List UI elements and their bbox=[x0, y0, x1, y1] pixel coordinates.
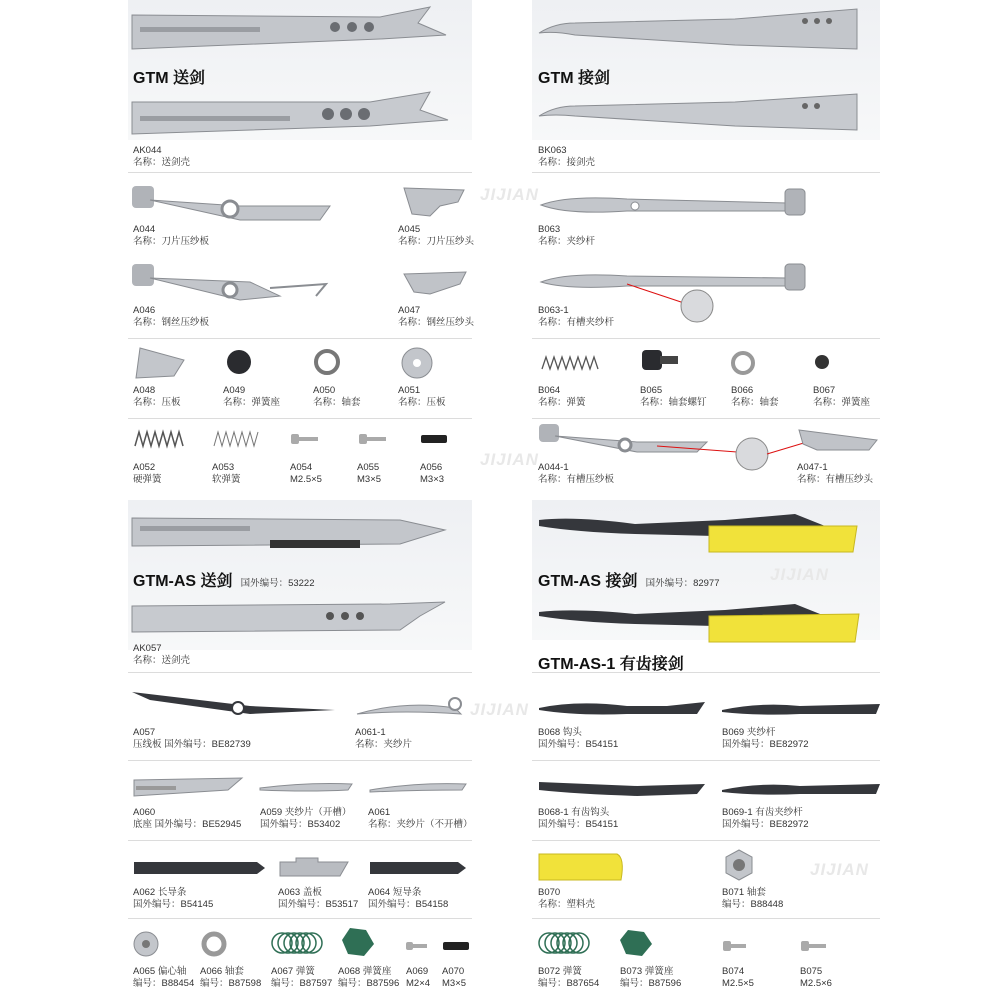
watermark: JIJIAN bbox=[810, 860, 869, 879]
part-desc: 国外编号：BE82972 bbox=[722, 739, 809, 750]
part-code: B063-1 bbox=[538, 305, 569, 316]
part-a067-image bbox=[270, 930, 328, 956]
part-desc: M3×3 bbox=[420, 474, 445, 485]
section-title-gtm-as-1: GTM-AS-1 有齿接剑 bbox=[538, 656, 684, 673]
watermark: JIJIAN bbox=[480, 185, 539, 204]
part-code: BK063 bbox=[538, 145, 567, 156]
part-a065-image bbox=[132, 930, 160, 958]
part-a070-image bbox=[442, 940, 470, 952]
divider bbox=[532, 918, 880, 919]
part-a059-image bbox=[258, 780, 354, 796]
title-sub: 国外编号：82977 bbox=[645, 578, 720, 589]
part-a050-image bbox=[313, 348, 341, 376]
part-code: A052 bbox=[133, 462, 156, 473]
part-code: A047 bbox=[398, 305, 421, 316]
part-desc: 名称：刀片压纱板 bbox=[133, 236, 210, 247]
part-code: B067 bbox=[813, 385, 836, 396]
part-desc: 名称：夹纱杆 bbox=[538, 236, 596, 247]
part-code: A048 bbox=[133, 385, 156, 396]
watermark: JIJIAN bbox=[480, 450, 539, 469]
part-b067-image bbox=[812, 352, 832, 372]
part-desc: 底座 国外编号：BE52945 bbox=[133, 819, 242, 830]
part-code: B072 弹簧 bbox=[538, 966, 582, 977]
part-code: B065 bbox=[640, 385, 663, 396]
part-desc: 国外编号：B54158 bbox=[368, 899, 449, 910]
part-a049-image bbox=[225, 348, 253, 378]
title-text: GTM-AS 接剑 bbox=[538, 573, 638, 590]
part-code: A062 长导条 bbox=[133, 887, 187, 898]
divider bbox=[532, 172, 880, 173]
part-code: A044 bbox=[133, 224, 156, 235]
part-code: A053 bbox=[212, 462, 235, 473]
part-desc: 国外编号：BE82972 bbox=[722, 819, 809, 830]
part-code: A070 bbox=[442, 966, 465, 977]
part-code: A050 bbox=[313, 385, 336, 396]
divider bbox=[128, 172, 472, 173]
part-b072-image bbox=[537, 930, 595, 956]
part-code: A065 偏心轴 bbox=[133, 966, 187, 977]
part-code: A044-1 bbox=[538, 462, 569, 473]
divider bbox=[128, 760, 472, 761]
part-code: B063 bbox=[538, 224, 561, 235]
section-title-gtm-send: GTM 送剑 bbox=[133, 70, 205, 87]
section-title-gtm-receive: GTM 接剑 bbox=[538, 70, 610, 87]
part-code: A054 bbox=[290, 462, 313, 473]
part-desc: 国外编号：B53402 bbox=[260, 819, 341, 830]
part-code: A066 轴套 bbox=[200, 966, 244, 977]
divider bbox=[532, 760, 880, 761]
part-code: A051 bbox=[398, 385, 421, 396]
part-a068-image bbox=[340, 926, 376, 958]
divider bbox=[128, 338, 472, 339]
part-a046-image bbox=[130, 262, 330, 302]
part-desc: 名称：刀片压纱头 bbox=[398, 236, 475, 247]
part-desc: 国外编号：B54151 bbox=[538, 819, 619, 830]
section-title-gtm-as-send bbox=[133, 568, 314, 591]
divider bbox=[128, 418, 472, 419]
title-text: GTM-AS 送剑 bbox=[133, 573, 233, 590]
part-code: B075 bbox=[800, 966, 823, 977]
part-a045-image bbox=[400, 184, 470, 220]
divider bbox=[532, 338, 880, 339]
housing-gtm-as-receive-image bbox=[535, 506, 865, 554]
part-code: A061 bbox=[368, 807, 391, 818]
part-b074-image bbox=[722, 940, 748, 952]
part-desc: 压线板 国外编号：BE82739 bbox=[133, 739, 251, 750]
part-desc: 硬弹簧 bbox=[133, 474, 162, 485]
part-code: B070 bbox=[538, 887, 561, 898]
part-a060-image bbox=[132, 774, 244, 802]
part-code: B064 bbox=[538, 385, 561, 396]
part-a044-image bbox=[130, 182, 340, 224]
part-code: B068-1 有齿钩头 bbox=[538, 807, 610, 818]
part-code: A068 弹簧座 bbox=[338, 966, 392, 977]
part-code: B071 轴套 bbox=[722, 887, 766, 898]
housing-ak057-side-image bbox=[130, 596, 448, 640]
part-b063-1-image bbox=[537, 262, 809, 324]
part-desc: 名称：有槽夹纱杆 bbox=[538, 317, 615, 328]
part-desc: 名称：压板 bbox=[133, 397, 181, 408]
part-desc: M2.5×5 bbox=[290, 474, 322, 485]
part-a055-image bbox=[358, 432, 388, 446]
part-code: B069 夹纱杆 bbox=[722, 727, 776, 738]
part-desc: 名称：弹簧 bbox=[538, 397, 586, 408]
section-title-gtm-as-receive bbox=[538, 568, 719, 591]
part-code: A056 bbox=[420, 462, 443, 473]
part-desc: 名称：钢丝压纱头 bbox=[398, 317, 475, 328]
part-a064-image bbox=[368, 858, 468, 878]
part-desc: 编号：B87654 bbox=[538, 978, 600, 989]
part-desc: 名称：送剑壳 bbox=[133, 157, 191, 168]
part-desc: M2.5×6 bbox=[800, 978, 832, 989]
part-desc: 名称：弹簧座 bbox=[223, 397, 281, 408]
part-code: B074 bbox=[722, 966, 745, 977]
part-a057-image bbox=[130, 688, 340, 724]
part-a053-image bbox=[212, 428, 262, 450]
part-code: A069 bbox=[406, 966, 429, 977]
housing-bk063-image bbox=[535, 5, 860, 55]
part-desc: 名称：接剑壳 bbox=[538, 157, 596, 168]
divider bbox=[532, 418, 880, 419]
part-b071-image bbox=[722, 848, 756, 882]
part-desc: 国外编号：B53517 bbox=[278, 899, 359, 910]
part-code: B073 弹簧座 bbox=[620, 966, 674, 977]
housing-ak044-side-image bbox=[130, 88, 450, 140]
part-code: A064 短导条 bbox=[368, 887, 422, 898]
part-a051-image bbox=[397, 346, 437, 380]
part-desc: 名称：钢丝压纱板 bbox=[133, 317, 210, 328]
part-desc: 名称：有槽压纱头 bbox=[797, 474, 874, 485]
part-a044-1-image bbox=[537, 422, 882, 472]
part-code: A049 bbox=[223, 385, 246, 396]
part-b069-1-image bbox=[720, 778, 882, 800]
part-a061-1-image bbox=[355, 690, 465, 726]
part-code: A061-1 bbox=[355, 727, 386, 738]
part-a061-image bbox=[368, 780, 468, 796]
part-a063-image bbox=[278, 856, 350, 880]
divider bbox=[128, 840, 472, 841]
part-a062-image bbox=[132, 858, 267, 878]
part-desc: 国外编号：B54145 bbox=[133, 899, 214, 910]
part-desc: 名称：轴套螺钉 bbox=[640, 397, 707, 408]
part-a056-image bbox=[420, 433, 448, 445]
part-desc: 编号：B88454 bbox=[133, 978, 195, 989]
part-desc: 编号：B87597 bbox=[271, 978, 333, 989]
housing-ak044-image bbox=[130, 5, 450, 55]
part-code: B069-1 有齿夹纱杆 bbox=[722, 807, 803, 818]
part-desc: 名称：压板 bbox=[398, 397, 446, 408]
part-b073-image bbox=[618, 928, 654, 958]
divider bbox=[128, 918, 472, 919]
part-code: A055 bbox=[357, 462, 380, 473]
housing-ak057-image bbox=[130, 510, 448, 560]
part-code: A047-1 bbox=[797, 462, 828, 473]
part-code: B068 钩头 bbox=[538, 727, 582, 738]
part-b075-image bbox=[800, 940, 828, 952]
watermark: JIJIAN bbox=[770, 565, 829, 584]
part-code: A045 bbox=[398, 224, 421, 235]
part-code: A059 夹纱片（开槽） bbox=[260, 807, 352, 818]
part-code: AK044 bbox=[133, 145, 162, 156]
part-desc: M3×5 bbox=[357, 474, 382, 485]
part-desc: 国外编号：B54151 bbox=[538, 739, 619, 750]
part-desc: M2.5×5 bbox=[722, 978, 754, 989]
part-code: A046 bbox=[133, 305, 156, 316]
watermark: JIJIAN bbox=[470, 700, 529, 719]
part-desc: 编号：B87596 bbox=[338, 978, 400, 989]
part-b064-image bbox=[540, 354, 602, 372]
title-sub: 国外编号：53222 bbox=[240, 578, 315, 589]
part-desc: 名称：夹纱片 bbox=[355, 739, 413, 750]
part-b070-image bbox=[537, 850, 627, 884]
part-b065-image bbox=[640, 346, 680, 380]
part-a054-image bbox=[290, 432, 320, 446]
housing-gtm-as-receive-side-image bbox=[535, 598, 865, 646]
part-desc: 名称：弹簧座 bbox=[813, 397, 871, 408]
part-a052-image bbox=[133, 428, 185, 450]
part-desc: 名称：夹纱片（不开槽） bbox=[368, 819, 473, 830]
part-desc: 名称：塑料壳 bbox=[538, 899, 596, 910]
part-code: A057 bbox=[133, 727, 156, 738]
part-desc: 名称：送剑壳 bbox=[133, 655, 191, 666]
part-b063-image bbox=[537, 185, 809, 221]
part-a066-image bbox=[200, 930, 228, 958]
part-code: A067 弹簧 bbox=[271, 966, 315, 977]
part-a069-image bbox=[405, 940, 429, 952]
housing-bk063-side-image bbox=[535, 92, 860, 138]
part-b068-1-image bbox=[537, 776, 707, 800]
part-desc: 名称：轴套 bbox=[313, 397, 361, 408]
part-desc: 编号：B87598 bbox=[200, 978, 262, 989]
part-desc: 名称：有槽压纱板 bbox=[538, 474, 615, 485]
part-a048-image bbox=[132, 346, 192, 380]
part-desc: M2×4 bbox=[406, 978, 431, 989]
part-code: B066 bbox=[731, 385, 754, 396]
divider bbox=[532, 840, 880, 841]
part-b068-image bbox=[537, 698, 707, 720]
part-b066-image bbox=[730, 350, 756, 376]
part-code: AK057 bbox=[133, 643, 162, 654]
part-a047-image bbox=[400, 264, 470, 300]
part-b069-image bbox=[720, 698, 882, 720]
part-desc: 软弹簧 bbox=[212, 474, 241, 485]
part-code: A060 bbox=[133, 807, 156, 818]
part-desc: 名称：轴套 bbox=[731, 397, 779, 408]
part-desc: M3×5 bbox=[442, 978, 467, 989]
divider bbox=[128, 672, 472, 673]
part-desc: 编号：B88448 bbox=[722, 899, 784, 910]
part-desc: 编号：B87596 bbox=[620, 978, 682, 989]
part-code: A063 盖板 bbox=[278, 887, 322, 898]
